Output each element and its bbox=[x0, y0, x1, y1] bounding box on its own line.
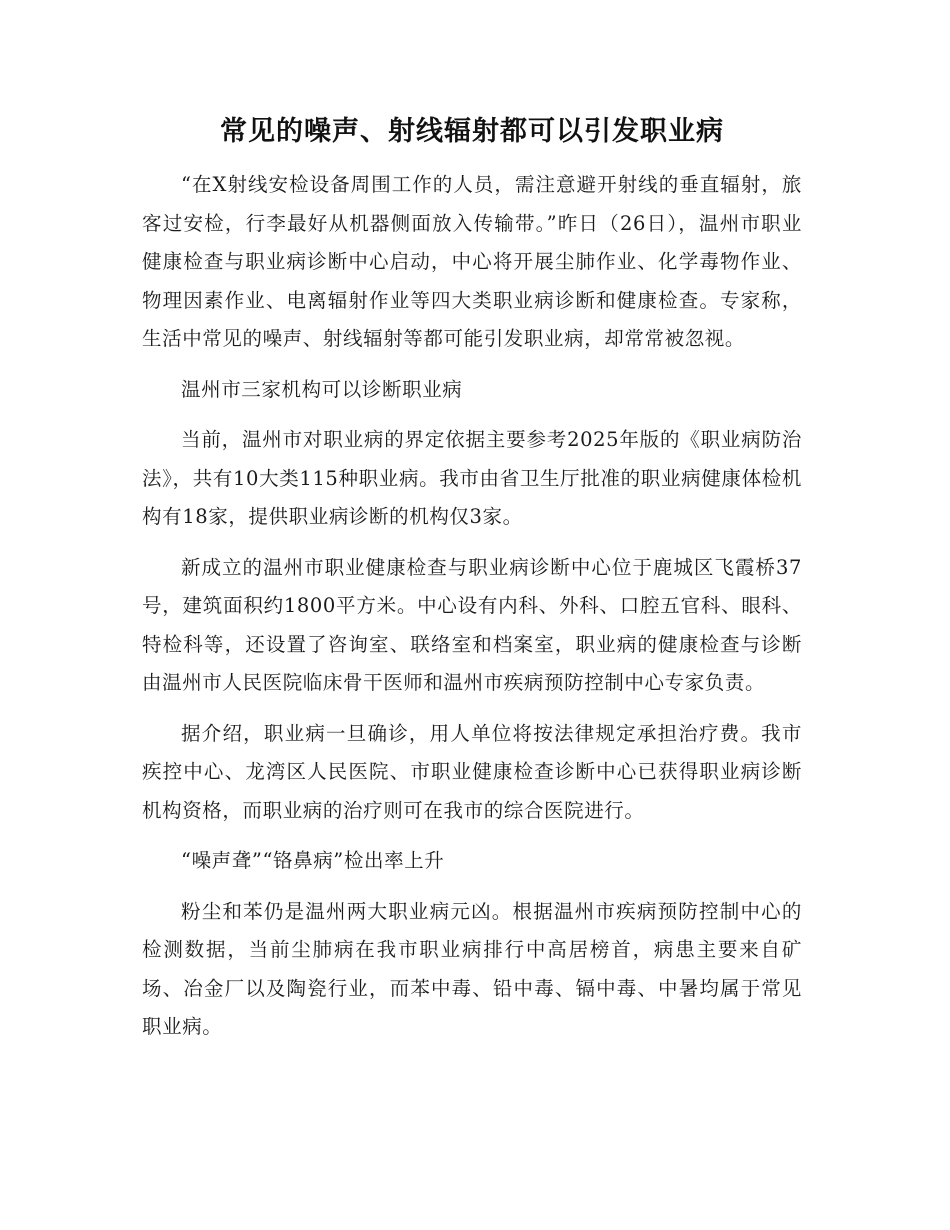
paragraph-center: 新成立的温州市职业健康检查与职业病诊断中心位于鹿城区飞霞桥37号，建筑面积约1800平方米。中心设有内科、外科、口腔五官科、眼科、特检科等，还设置了咨询室、联络室和档案室，职业病的健康检查与诊断由温州市人民医院临床骨干医师和温州市疾病预防控制中心专家负责。 bbox=[142, 555, 802, 694]
paragraph-intro: “在X射线安检设备周围工作的人员，需注意避开射线的垂直辐射，旅客过安检，行李最好从机器侧面放入传输带。”昨日（26日），温州市职业健康检查与职业病诊断中心启动，中心将开展尘肺作业、化学毒物作业、物理因素作业、电离辐射作业等四大类职业病诊断和健康检查。专家称，生活中常见的噪声、射线辐射等都可能引发职业病，却常常被忽视。 bbox=[142, 173, 802, 350]
document-title: 常见的噪声、射线辐射都可以引发职业病 bbox=[220, 116, 724, 147]
section-heading-detection: “噪声聋”“铬鼻病”检出率上升 bbox=[181, 849, 445, 872]
paragraph-diagnosis: 据介绍，职业病一旦确诊，用人单位将按法律规定承担治疗费。我市疾控中心、龙湾区人民医院、市职业健康检查诊断中心已获得职业病诊断机构资格，而职业病的治疗则可在我市的综合医院进行。 bbox=[142, 721, 802, 822]
document-page bbox=[142, 100, 802, 1047]
paragraph-definition: 当前，温州市对职业病的界定依据主要参考2025年版的《职业病防治法》，共有10大类115种职业病。我市由省卫生厅批准的职业病健康体检机构有18家，提供职业病诊断的机构仅3家。 bbox=[142, 428, 802, 528]
paragraph-causes: 粉尘和苯仍是温州两大职业病元凶。根据温州市疾病预防控制中心的检测数据，当前尘肺病在我市职业病排行中高居榜首，病患主要来自矿场、冶金厂以及陶瓷行业，而苯中毒、铅中毒、镉中毒、中暑均属于常见职业病。 bbox=[142, 899, 802, 1038]
section-heading-institutions: 温州市三家机构可以诊断职业病 bbox=[181, 377, 463, 401]
